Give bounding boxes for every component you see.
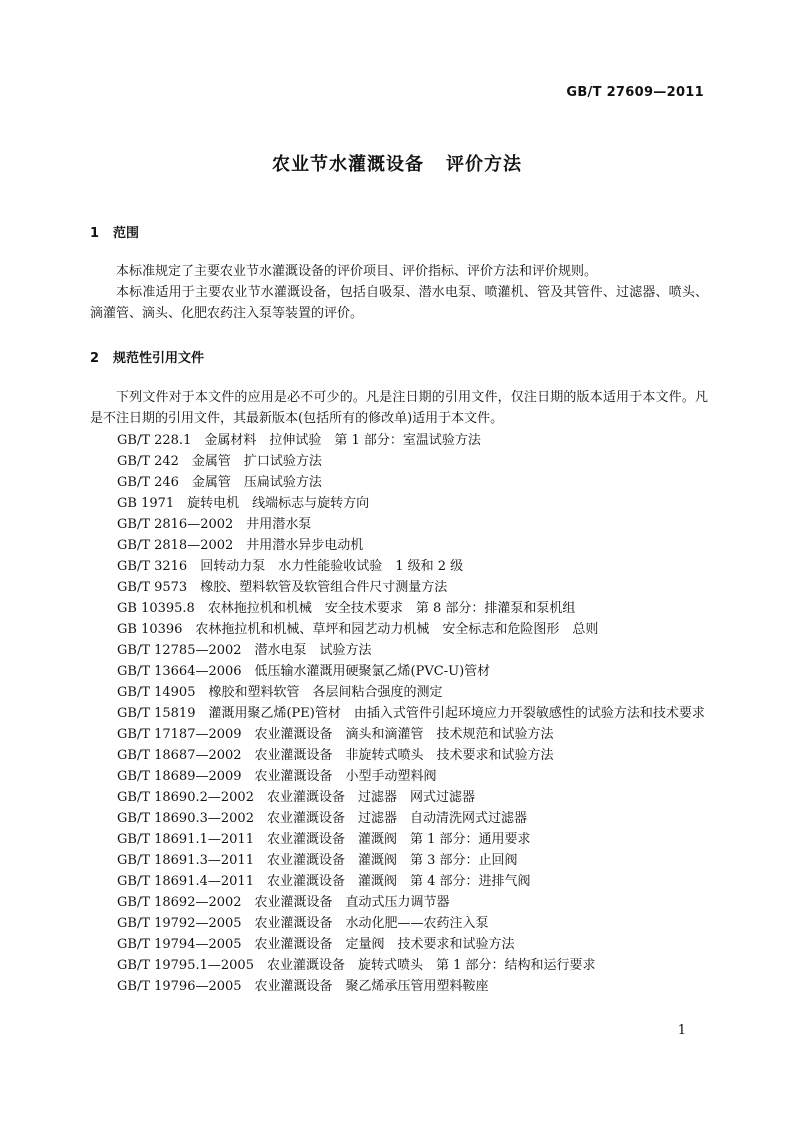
reference-item: GB/T 9573 橡胶、塑料软管及软管组合件尺寸测量方法 (117, 580, 448, 595)
reference-item: GB/T 2816—2002 井用潜水泵 (117, 517, 312, 532)
reference-list (90, 430, 708, 997)
reference-item: GB/T 18692—2002 农业灌溉设备 直动式压力调节器 (117, 895, 450, 910)
reference-item: GB/T 18689—2009 农业灌溉设备 小型手动塑料阀 (117, 769, 437, 784)
reference-item: GB/T 19796—2005 农业灌溉设备 聚乙烯承压管用塑料鞍座 (117, 979, 489, 994)
reference-item: GB 10396 农林拖拉机和机械、草坪和园艺动力机械 安全标志和危险图形 总则 (117, 622, 599, 637)
reference-item: GB/T 12785—2002 潜水电泵 试验方法 (117, 643, 372, 658)
scope-paragraph-1: 本标准规定了主要农业节水灌溉设备的评价项目、评价指标、评价方法和评价规则。 (116, 264, 598, 279)
scope-paragraphs (90, 261, 708, 324)
references-intro (90, 387, 708, 429)
reference-item: GB/T 13664—2006 低压输水灌溉用硬聚氯乙烯(PVC-U)管材 (117, 664, 491, 679)
reference-item: GB 1971 旋转电机 线端标志与旋转方向 (117, 496, 370, 511)
section-number: 1 (90, 226, 100, 241)
section-title: 范围 (113, 226, 140, 241)
reference-item: GB/T 2818—2002 井用潜水异步电动机 (117, 538, 364, 553)
reference-item: GB/T 18691.1—2011 农业灌溉设备 灌溉阀 第 1 部分：通用要求 (117, 832, 531, 847)
reference-item: GB/T 3216 回转动力泵 水力性能验收试验 1 级和 2 级 (117, 559, 464, 574)
reference-item: GB/T 228.1 金属材料 拉伸试验 第 1 部分：室温试验方法 (117, 433, 481, 448)
document-title (0, 150, 794, 176)
reference-item: GB/T 18691.3—2011 农业灌溉设备 灌溉阀 第 3 部分：止回阀 (117, 853, 518, 868)
reference-item: GB/T 18690.3—2002 农业灌溉设备 过滤器 自动清洗网式过滤器 (117, 811, 527, 826)
title-part-1: 农业节水灌溉设备 (272, 154, 424, 175)
reference-item: GB/T 15819 灌溉用聚乙烯(PE)管材 由插入式管件引起环境应力开裂敏感性的试验方法和技术要求 (117, 706, 705, 721)
references-intro-paragraph: 下列文件对于本文件的应用是必不可少的。凡是注日期的引用文件，仅注日期的版本适用于本文件。凡是不注日期的引用文件，其最新版本(包括所有的修改单)适用于本文件。 (90, 390, 708, 426)
reference-item: GB/T 17187—2009 农业灌溉设备 滴头和滴灌管 技术规范和试验方法 (117, 727, 554, 742)
reference-item: GB/T 242 金属管 扩口试验方法 (117, 454, 322, 469)
section-number: 2 (90, 351, 100, 366)
title-part-2: 评价方法 (446, 154, 522, 175)
reference-item: GB/T 19794—2005 农业灌溉设备 定量阀 技术要求和试验方法 (117, 937, 515, 952)
section-heading-scope (90, 222, 139, 241)
reference-item: GB/T 19795.1—2005 农业灌溉设备 旋转式喷头 第 1 部分：结构和运行要求 (117, 958, 596, 973)
reference-item: GB/T 14905 橡胶和塑料软管 各层间粘合强度的测定 (117, 685, 443, 700)
reference-item: GB/T 18687—2002 农业灌溉设备 非旋转式喷头 技术要求和试验方法 (117, 748, 554, 763)
standard-number: GB/T 27609—2011 (566, 85, 704, 100)
page-number: 1 (677, 1023, 686, 1038)
section-title: 规范性引用文件 (113, 351, 205, 366)
reference-item: GB 10395.8 农林拖拉机和机械 安全技术要求 第 8 部分：排灌泵和泵机组 (117, 601, 576, 616)
reference-item: GB/T 18690.2—2002 农业灌溉设备 过滤器 网式过滤器 (117, 790, 475, 805)
reference-item: GB/T 19792—2005 农业灌溉设备 水动化肥——农药注入泵 (117, 916, 489, 931)
reference-item: GB/T 18691.4—2011 农业灌溉设备 灌溉阀 第 4 部分：进排气阀 (117, 874, 531, 889)
reference-item: GB/T 246 金属管 压扁试验方法 (117, 475, 322, 490)
scope-paragraph-2: 本标准适用于主要农业节水灌溉设备，包括自吸泵、潜水电泵、喷灌机、管及其管件、过滤器、喷头、滴灌管、滴头、化肥农药注入泵等装置的评价。 (90, 285, 708, 321)
section-heading-normative-references (90, 347, 204, 366)
